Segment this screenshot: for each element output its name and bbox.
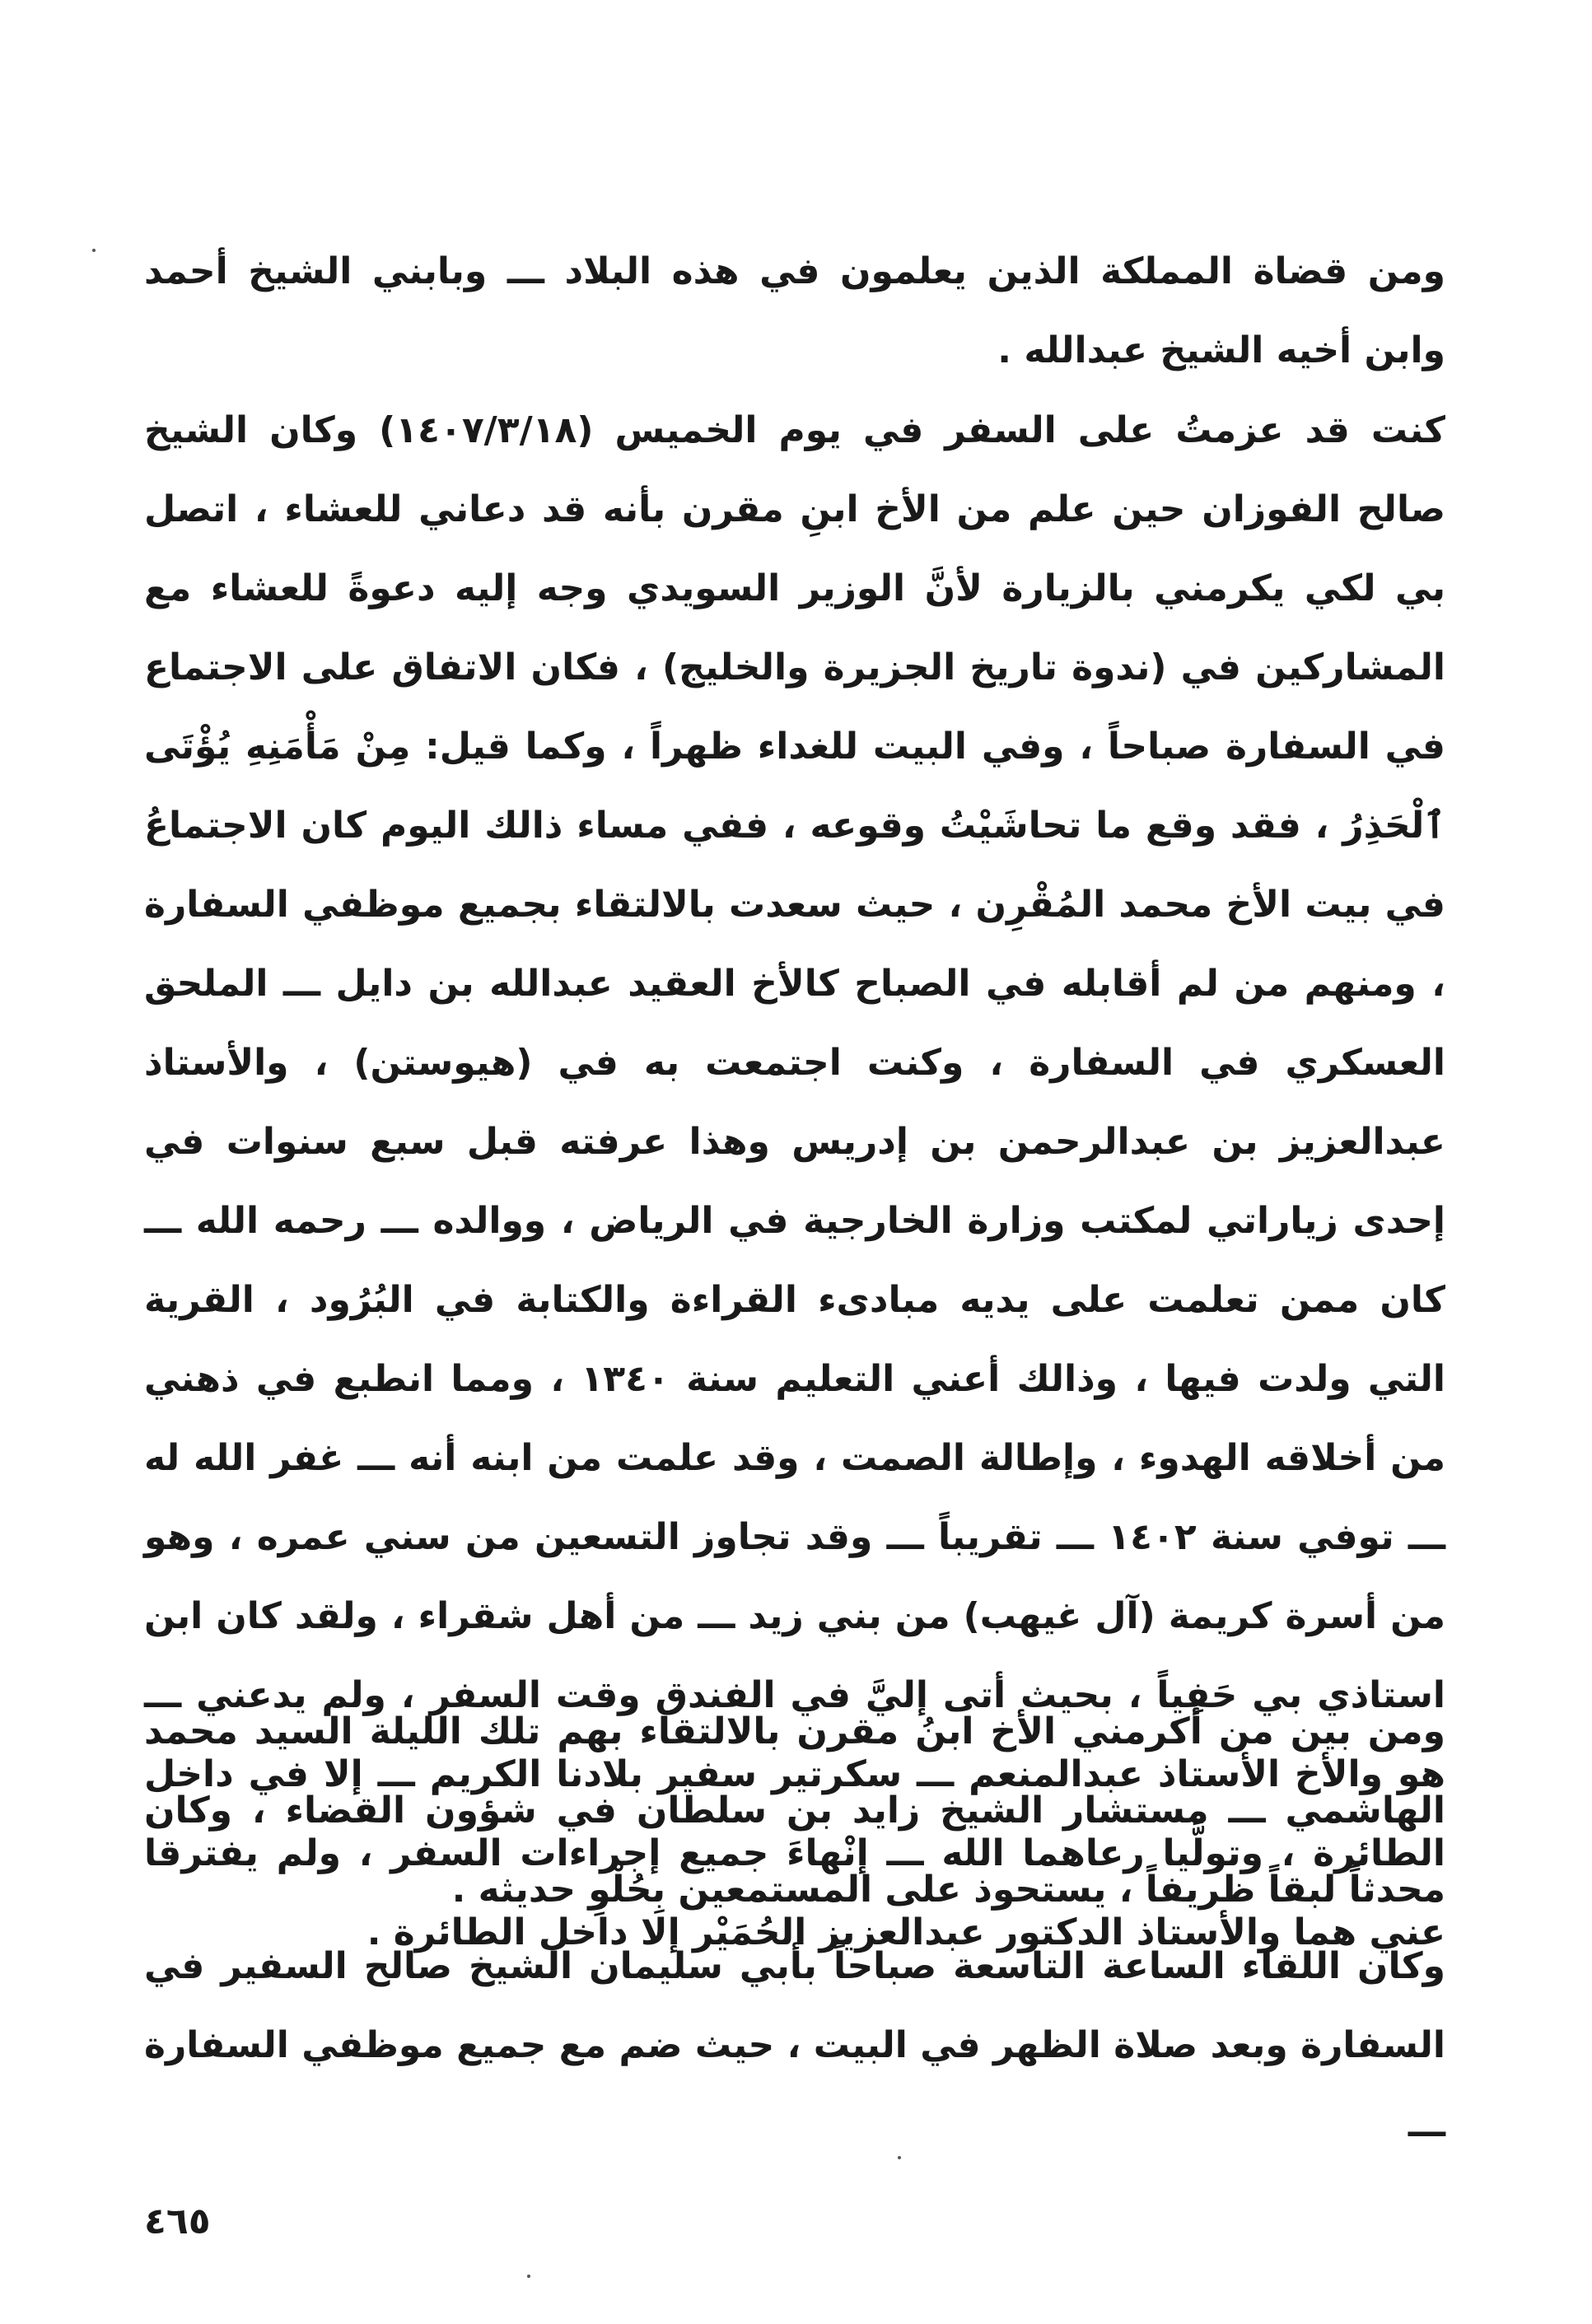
paragraph-1-text: ومن قضاة المملكة الذين يعلمون في هذه البلاد ـــ وبابني الشيخ أحمد وابن أخيه الشيخ عبدالله . (144, 250, 1445, 371)
paragraph-4-text: وكان اللقاء الساعة التاسعة صباحاً بأبي سليمان الشيخ صالح السفير في السفارة وبعد صلاة الظهر في البيت ، حيث ضم مع جميع موظفي السفارة ـــ (144, 1945, 1445, 2145)
paragraph-2-text: كنت قد عزمتُ على السفر في يوم الخميس (١٤٠٧/٣/١٨) وكان الشيخ صالح الفوزان حين علم من الأخ ابنِ مقرن بأنه قد دعاني للعشاء ، اتصل بي لكي يكرمني بالزيارة لأنَّ الوزير السويدي وجه إليه دعوةً للعشاء مع المشاركين في (ندوة تاريخ الجزيرة والخليج) ، فكان الاتفاق على الاجتماع في السفارة صباحاً ، وفي البيت للغداء ظهراً ، وكما قيل: مِنْ مَأْمَنِهِ يُؤْتَى ٱلْحَذِرُ ، فقد وقع ما تحاشَيْتُ وقوعه ، ففي مساء ذالك اليوم كان الاجتماعُ في بيت الأخ محمد المُقْرِن ، حيث سعدت بالالتقاء بجميع موظفي السفارة ، ومنهم من لم أقابله في الصباح كالأخ العقيد عبدالله بن دايل ـــ الملحق العسكري في السفارة ، وكنت اجتمعت به في (هيوستن) ، والأستاذ عبدالعزيز بن عبدالرحمن بن إدريس وهذا عرفته قبل سبع سنوات في إحدى زياراتي لمكتب وزارة الخارجية في الرياض ، ووالده ـــ رحمه الله ـــ كان ممن تعلمت على يديه مبادىء القراءة والكتابة في البُرُود ، القرية التي ولدت فيها ، وذالك أعني التعليم سنة ١٣٤٠ ، ومما انطبع في ذهني من أخلاقه الهدوء ، وإطالة الصمت ، وقد علمت من ابنه أنه ـــ غفر الله له ـــ توفي سنة ١٤٠٢ ـــ تقريباً ـــ وقد تجاوز التسعين من سني عمره ، وهو من أسرة كريمة (آل غيهب) من بني زيد ـــ من أهل شقراء ، ولقد كان ابن استاذي بي حَفِياً ، بحيث أتى إليَّ في الفندق وقت السفر ، ولم يدعني ـــ هو والأخ الأستاذ عبدالمنعم ـــ سكرتير سفير بلادنا الكريم ـــ إلا في داخل الطائرة ، وتولَّيا رعاهما الله ـــ إنْهاءَ جميع إجراءات السفر ، ولم يفترقا عني هما والأستاذ الدكتور عبدالعزيز الحُمَيْر إلا داخل الطائرة . (144, 409, 1446, 1953)
paragraph-3 (144, 1692, 1445, 1930)
scan-speck (527, 2275, 530, 2278)
paragraph-1 (144, 232, 1445, 390)
paragraph-4 (144, 1927, 1445, 2164)
scan-speck (92, 249, 96, 252)
paragraph-3-text: ومن بين من أكرمني الأخ ابنُ مقرن بالالتقاء بهم تلك الليلة السيد محمد الهاشمي ـــ مستشار الشيخ زايد بن سلطان في شؤون القضاء ، وكان محدثاً لبقاً ظريفاً ، يستحوذ على المستمعين بِحُلْوِ حديثه . (144, 1710, 1445, 1911)
scan-speck (898, 2156, 901, 2159)
page-number: ٤٦٥ (144, 2200, 211, 2242)
